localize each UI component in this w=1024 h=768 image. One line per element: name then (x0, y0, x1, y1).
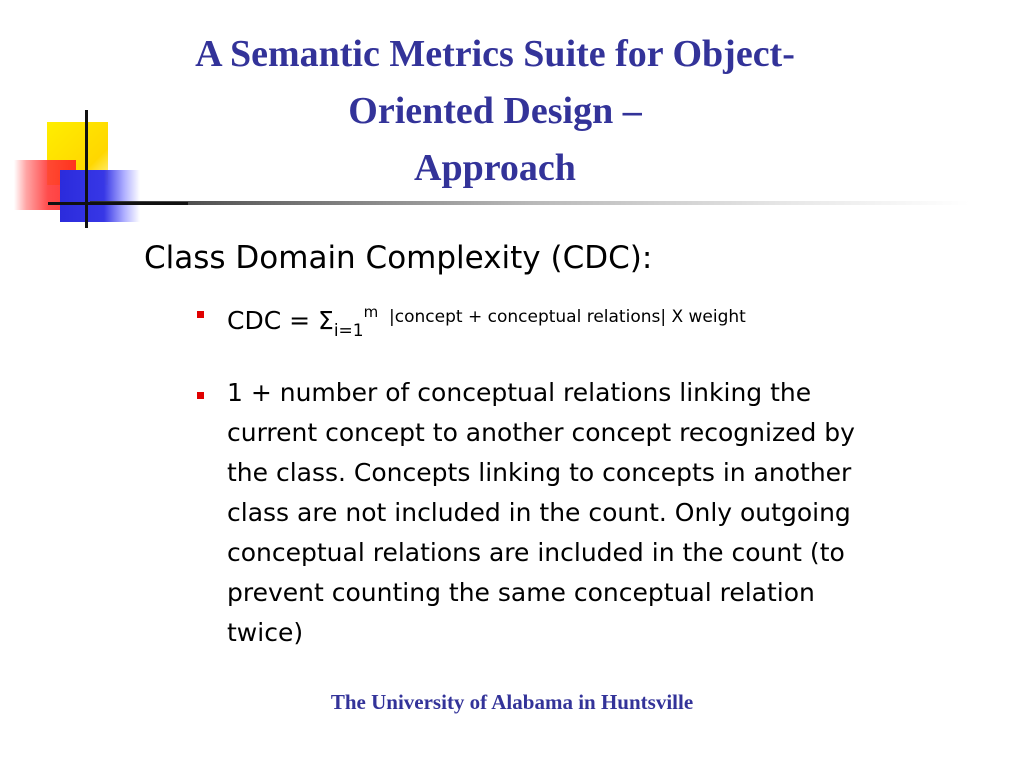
bullet-icon (197, 311, 204, 318)
paragraph-line: 1 + number of conceptual relations linking the (227, 378, 812, 407)
paragraph-line: the class. Concepts linking to concepts in another (227, 458, 852, 487)
paragraph-line: conceptual relations are included in the count (to (227, 538, 845, 567)
formula-subscript: i=1 (333, 321, 364, 341)
title-underline (90, 201, 970, 205)
paragraph-line: class are not included in the count. Only outgoing (227, 498, 851, 527)
decorative-graphic (0, 100, 1024, 240)
section-heading: Class Domain Complexity (CDC): (144, 240, 653, 276)
title-line: A Semantic Metrics Suite for Object- (195, 33, 795, 75)
blue-square (60, 170, 140, 222)
formula-expression-text: |concept + conceptual relations| X weight (389, 307, 746, 327)
bullet-icon (197, 392, 204, 399)
vertical-rule (85, 110, 88, 228)
formula-item (227, 293, 746, 350)
horizontal-rule (48, 202, 188, 205)
description-item (227, 373, 1017, 653)
title-line: Approach (414, 147, 576, 189)
paragraph-line: prevent counting the same conceptual relation (227, 578, 815, 607)
formula-expression (378, 307, 746, 327)
formula-superscript: m (363, 303, 379, 321)
paragraph-line: twice) (227, 618, 304, 647)
formula-prefix: CDC = Σ (227, 306, 334, 335)
paragraph-line: current concept to another concept recognized by (227, 418, 855, 447)
footer: The University of Alabama in Huntsville (330, 690, 694, 714)
title-line: Oriented Design – (348, 90, 642, 132)
